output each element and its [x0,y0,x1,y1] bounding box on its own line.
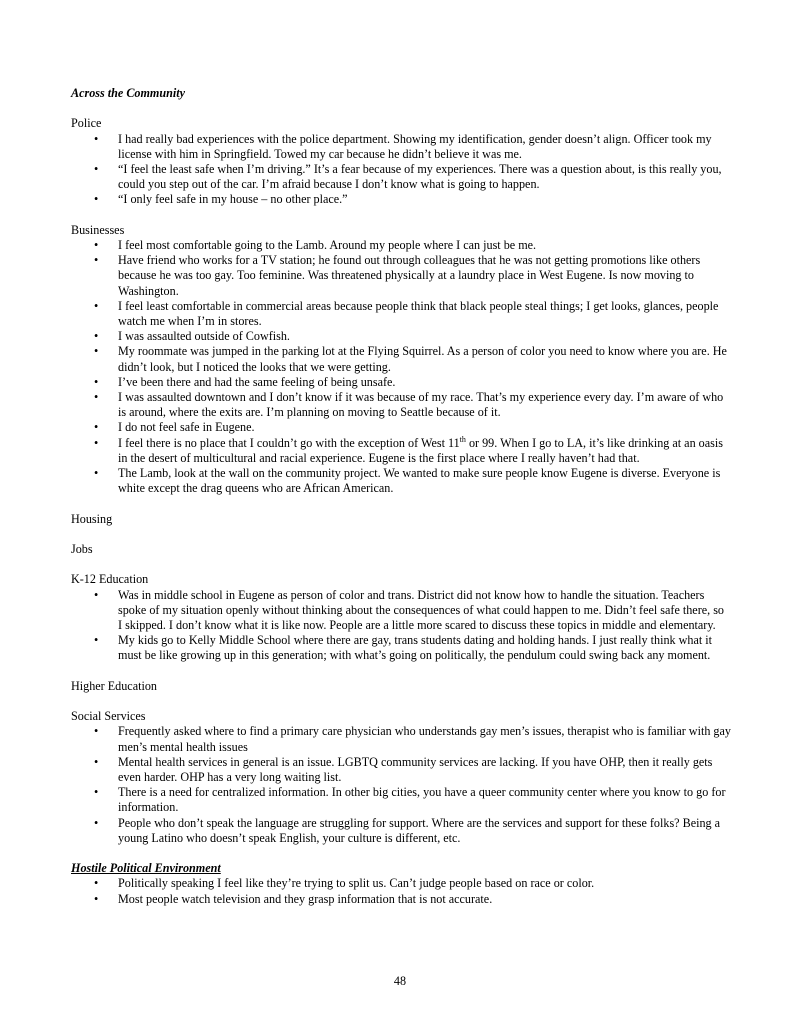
bullet-icon: • [94,192,99,207]
spacer [71,557,731,572]
section-social-services [71,709,731,846]
spacer [71,694,731,709]
section-title-housing: Housing [71,511,113,526]
spacer [71,846,731,861]
text-segment: or 99. When I go to LA, it’s like drinking at an oasis in the desert of multicultural and racial experience. Eugene is the first place where I really haven’t had that. [118,435,723,465]
list-item-text: I was assaulted outside of Cowfish. [118,329,290,344]
list-item-text: Was in middle school in Eugene as person of color and trans. District did not know how to handle the situation. Teachers spoke of my situation openly without thinking about the consequences of what could happen to me. Didn’t feel safe there, so I skipped. I don’t know what it is like now. People are a little more scared to discuss these topics in middle and elementary. [118,587,724,633]
bullet-icon: • [94,891,99,906]
list-item [71,375,731,390]
list-item [71,892,731,907]
list-item-text: My roommate was jumped in the parking lot at the Flying Squirrel. As a person of color you need to know where you are. He didn’t look, but I noticed the looks that we were getting. [118,344,727,374]
bullet-icon: • [94,131,99,146]
list-item [71,876,731,891]
section-businesses [71,223,731,497]
list-item-text: “I feel the least safe when I’m driving.” It’s a fear because of my experiences. There was a question about, is this really you, could you step out of the car. I’m afraid because I don’t know what is going to happen. [118,162,722,192]
list-item-text: People who don’t speak the language are struggling for support. Where are the services and support for these folks? Being a young Latino who doesn’t speak English, your culture is different, etc. [118,815,721,845]
list-item-text: Politically speaking I feel like they’re trying to split us. Can’t judge people based on race or color. [118,876,595,891]
bullet-icon: • [94,466,99,481]
spacer [71,527,731,542]
bullet-icon: • [94,420,99,435]
list-item [71,420,731,435]
bullet-icon: • [94,876,99,891]
bullet-icon: • [94,785,99,800]
list-item [71,466,731,496]
spacer [71,664,731,679]
list-item-text: I was assaulted downtown and I don’t know if it was because of my race. That’s my experience every day. I’m aware of who is around, where the exits are. I’m planning on moving to Seattle because of it. [118,390,724,420]
list-item-text: Most people watch television and they grasp information that is not accurate. [118,891,493,906]
bullet-icon: • [94,344,99,359]
list-item [71,785,731,815]
page-number: 48 [393,974,407,988]
list-item-text: My kids go to Kelly Middle School where there are gay, trans students dating and holding hands. I just really think what it must be like growing up in this generation; with what’s going on politically, the pendulum could swing back any moment. [118,633,712,663]
section-heading-hostile-political-environment: Hostile Political Environment [71,861,221,876]
bullet-icon: • [94,435,99,450]
section-title-higher-education: Higher Education [71,678,157,693]
list-item [71,238,731,253]
bullet-icon: • [94,329,99,344]
list-item [71,588,731,634]
list-item-text: There is a need for centralized information. In other big cities, you have a queer community center where you know to go for information. [118,785,726,815]
list-item-text: I feel most comfortable going to the Lamb. Around my people where I can just be me. [118,238,537,252]
list-item-text: Frequently asked where to find a primary care physician who understands gay men’s issues, therapist who is familiar with gay men’s mental health issues [118,724,731,754]
spacer [71,496,731,511]
bullet-icon: • [94,374,99,389]
list-item [71,755,731,785]
section-police [71,116,731,207]
list-item-text: I’ve been there and had the same feeling of being unsafe. [118,374,396,389]
spacer [71,101,731,116]
spacer [71,208,731,223]
list-item-text: “I only feel safe in my house – no other place.” [118,192,348,207]
list-item [71,253,731,299]
bullet-icon: • [94,754,99,769]
list-item-text: Mental health services in general is an issue. LGBTQ community services are lacking. If you have OHP, then it really gets even harder. OHP has a very long waiting list. [118,754,713,785]
bullet-icon: • [94,298,99,313]
social-services-list [71,724,731,846]
section-title-police: Police [71,116,102,131]
list-item [71,633,731,663]
bullet-icon: • [94,633,99,648]
list-item [71,390,731,420]
section-title-k12: K-12 Education [71,572,149,587]
list-item [71,816,731,846]
list-item [71,344,731,374]
list-item [71,192,731,207]
section-title-jobs: Jobs [71,542,93,557]
section-title-social-services: Social Services [71,709,146,724]
list-item-text-west11 [118,436,723,465]
list-item [71,162,731,192]
section-hostile-political-environment [71,861,731,907]
bullet-icon: • [94,815,99,830]
police-list [71,132,731,208]
list-item [71,724,731,754]
bullet-icon: • [94,724,99,739]
list-item-text: The Lamb, look at the wall on the community project. We wanted to make sure people know Eugene is diverse. Everyone is white except the drag queens who are African American. [118,466,721,496]
list-item [71,132,731,162]
text-segment: I feel there is no place that I couldn’t go with the exception of West 11 [118,435,460,450]
list-item [71,329,731,344]
superscript: th [459,434,466,444]
bullet-icon: • [94,162,99,176]
section-title-businesses: Businesses [71,222,125,237]
businesses-list [71,238,731,496]
list-item-text: I feel least comfortable in commercial areas because people think that black people steal things; I get looks, glances, people watch me when I’m in stores. [118,298,719,329]
list-item-text: I had really bad experiences with the police department. Showing my identification, gender doesn’t align. Officer took my license with him in Springfield. Towed my car because he didn’t believe it was me. [118,131,712,161]
k12-list [71,588,731,664]
bullet-icon: • [94,238,99,252]
bullet-icon: • [94,390,99,405]
bullet-icon: • [94,253,99,268]
list-item-text: I do not feel safe in Eugene. [118,420,255,435]
list-item [71,436,731,466]
bullet-icon: • [94,587,99,602]
list-item [71,299,731,329]
list-item-text: Have friend who works for a TV station; he found out through colleagues that he was not getting promotions like others because he was too gay. Too feminine. Was threatened physically at a laundry place in West Eugene. Is now moving to Washington. [118,253,701,298]
document-page [71,86,731,907]
hostile-list [71,876,731,906]
section-k12 [71,572,731,663]
section-heading-across-community: Across the Community [71,86,186,100]
